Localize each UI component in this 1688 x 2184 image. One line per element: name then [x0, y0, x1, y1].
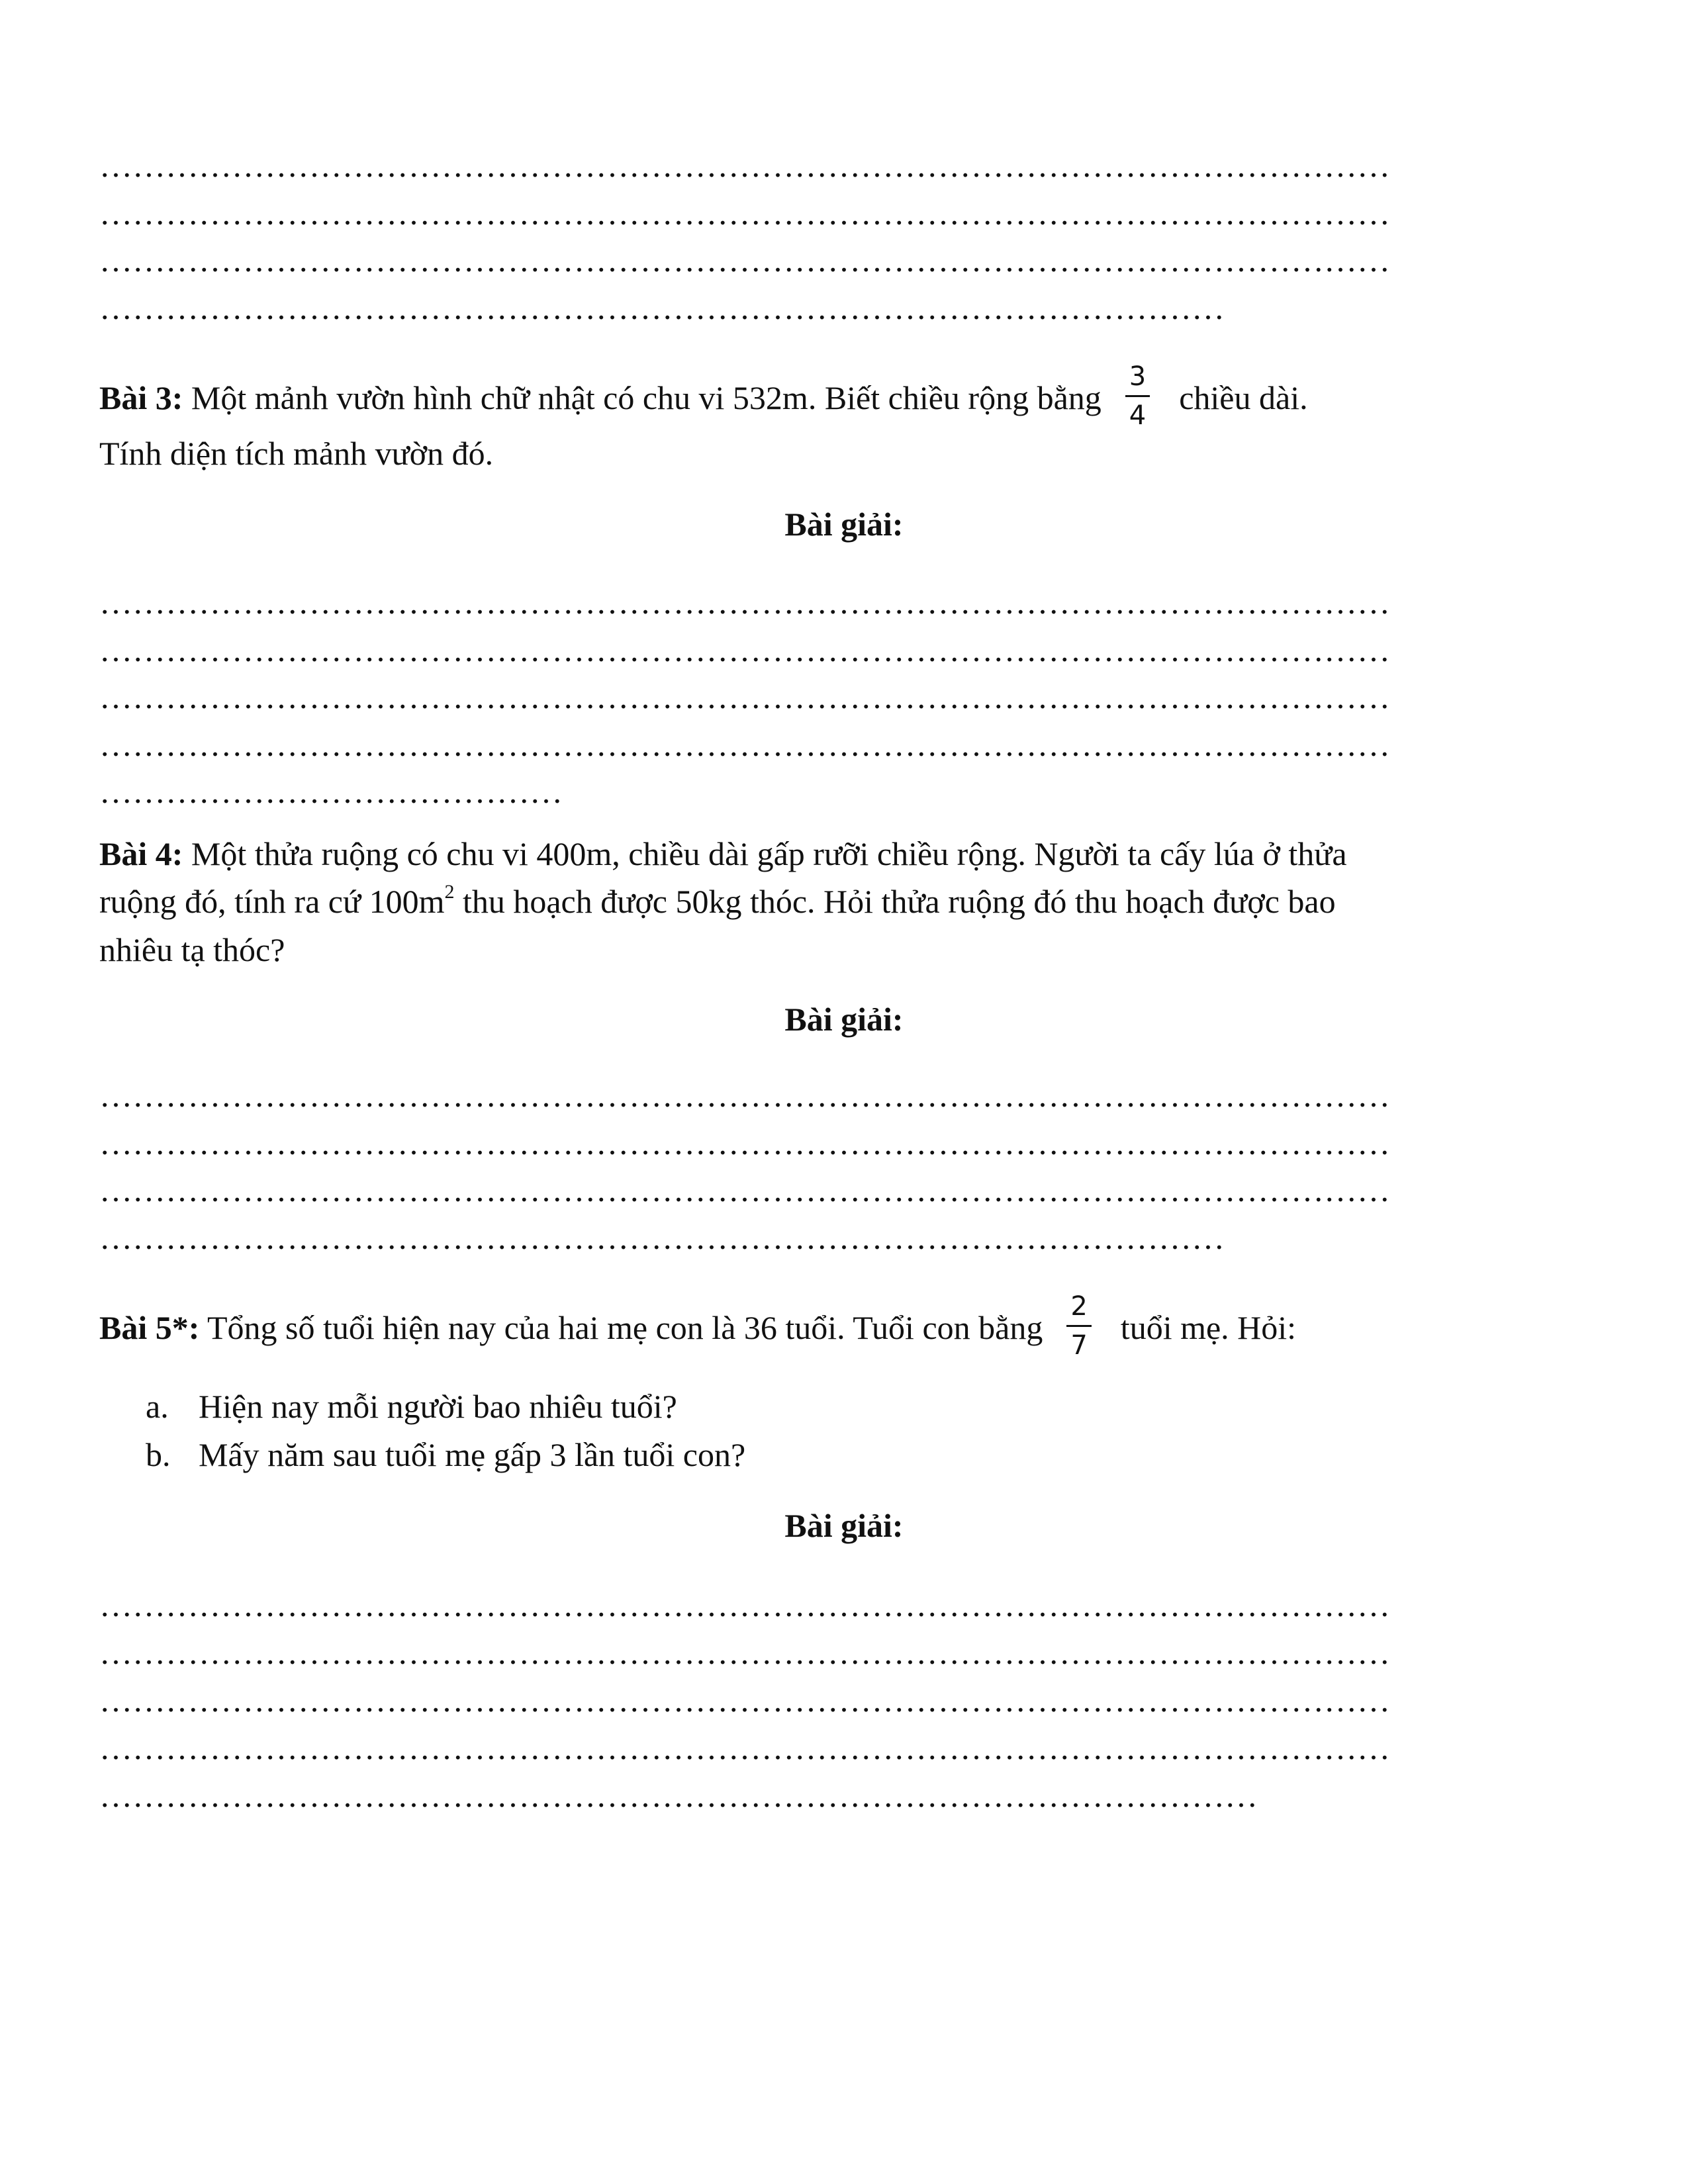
answer-line: ………………………………………………………………………………………………………	[99, 242, 1390, 279]
list-item-text: Hiện nay mỗi người bao nhiêu tuổi?	[199, 1388, 677, 1425]
list-marker: b.	[146, 1436, 171, 1473]
list-item-text: Mấy năm sau tuổi mẹ gấp 3 lần tuổi con?	[199, 1436, 746, 1473]
answer-line: ………………………………………………………………………………………………………	[99, 584, 1390, 621]
answer-line: ……………………………………	[99, 773, 563, 810]
answer-line: ………………………………………………………………………………………………………	[99, 678, 1390, 715]
answer-line: ………………………………………………………………………………………………………	[99, 1729, 1390, 1766]
bai4-superscript: 2	[444, 881, 455, 903]
bai4-text-line2-before: ruộng đó, tính ra cứ 100m	[99, 883, 445, 920]
bai3-text-before: Một mảnh vườn hình chữ nhật có chu vi 532m. Biết chiều rộng bằng	[183, 379, 1102, 416]
answer-line: …………………………………………………………………………………………	[99, 1219, 1225, 1256]
bai5-item-a	[146, 1383, 677, 1430]
answer-line: ………………………………………………………………………………………………………	[99, 195, 1390, 232]
bai3-fraction	[1125, 362, 1150, 430]
answer-line: ………………………………………………………………………………………………………	[99, 1171, 1390, 1208]
bai5-fraction-denominator: 7	[1070, 1330, 1088, 1361]
answer-line: ………………………………………………………………………………………………………	[99, 631, 1390, 668]
bai4-label: Bài 4:	[99, 835, 183, 872]
bai5-label: Bài 5*:	[99, 1308, 200, 1346]
bai5-fraction-numerator: 2	[1066, 1292, 1091, 1327]
bai5-fraction	[1066, 1292, 1091, 1360]
bai5-question-line1	[99, 1291, 1582, 1365]
bai5-item-b	[146, 1432, 745, 1478]
answer-line: ………………………………………………………………………………………………………	[99, 726, 1390, 763]
bai3-text-after: chiều dài.	[1179, 379, 1308, 416]
bai5-solution-heading: Bài giải:	[784, 1507, 904, 1544]
answer-line: ……………………………………………………………………………………………	[99, 1777, 1258, 1814]
bai4-question-line1	[99, 831, 1582, 877]
bai4-question-line2	[99, 878, 1582, 925]
answer-line: ………………………………………………………………………………………………………	[99, 1586, 1390, 1623]
answer-line: ………………………………………………………………………………………………………	[99, 1124, 1390, 1161]
bai3-question-line2: Tính diện tích mảnh vườn đó.	[99, 435, 494, 472]
bai3-label: Bài 3:	[99, 379, 183, 416]
bai3-fraction-denominator: 4	[1129, 400, 1147, 431]
bai5-text-before: Tổng số tuổi hiện nay của hai mẹ con là 36 tuổi. Tuổi con bằng	[199, 1308, 1043, 1346]
list-marker: a.	[146, 1388, 169, 1425]
answer-line: …………………………………………………………………………………………	[99, 289, 1225, 326]
bai4-solution-heading: Bài giải:	[784, 1001, 904, 1038]
bai5-text-after: tuổi mẹ. Hỏi:	[1120, 1308, 1297, 1346]
bai4-text-line2-after: thu hoạch được 50kg thóc. Hỏi thửa ruộng đó thu hoạch được bao	[454, 883, 1336, 920]
bai3-question-line1	[99, 361, 1582, 435]
bai4-question-line3: nhiêu tạ thóc?	[99, 931, 285, 968]
bai3-fraction-numerator: 3	[1125, 362, 1150, 397]
answer-line: ………………………………………………………………………………………………………	[99, 147, 1390, 184]
answer-line: ………………………………………………………………………………………………………	[99, 1682, 1390, 1719]
answer-line: ………………………………………………………………………………………………………	[99, 1077, 1390, 1114]
bai3-solution-heading: Bài giải:	[784, 506, 904, 543]
bai4-text-line1: Một thửa ruộng có chu vi 400m, chiều dài gấp rưỡi chiều rộng. Người ta cấy lúa ở thửa	[183, 835, 1347, 872]
answer-line: ………………………………………………………………………………………………………	[99, 1634, 1390, 1671]
